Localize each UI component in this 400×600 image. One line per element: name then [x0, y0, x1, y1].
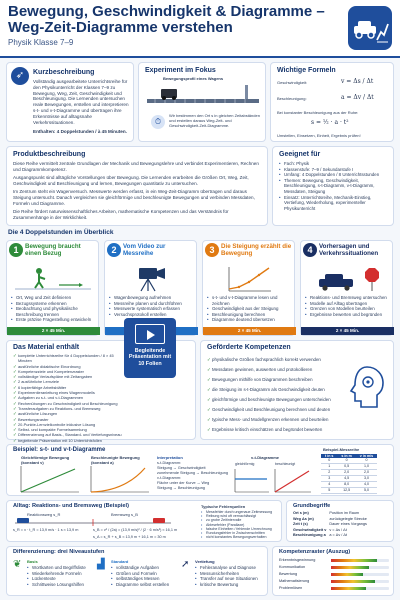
step-item: • Ergebnisse bewerten und begründen: [305, 312, 391, 318]
level-item: • Messunsicherheiten: [195, 571, 265, 577]
experiment-label: Bewegungsprofil eines Wagens: [163, 76, 224, 81]
chart-linear: [15, 465, 81, 495]
leaf-icon: ❦: [13, 559, 22, 570]
raster-bar-track: [331, 573, 389, 576]
rocket-icon: ➚: [181, 559, 190, 570]
table-header-cell: s in m: [337, 454, 355, 458]
alltag-heading: Alltag: Reaktions- und Bremsweg (Beispiel): [13, 503, 129, 509]
level-item: • Diagramme selbst erstellen: [111, 582, 177, 588]
material-item: ✓ Differenzierung auf Basis-, Standard- und Vertiefungsniveau: [13, 432, 127, 437]
step-number: 1: [9, 243, 23, 257]
kompetenz-item: ✓ Bewegungen mithilfe von Diagrammen beschreiben: [207, 375, 347, 385]
level-standard: [97, 559, 177, 595]
raster-label: Mathematisierung: [279, 579, 310, 583]
formel-v: v = Δs / Δt: [341, 78, 374, 85]
level-item: • Wortkarten und Begriffsliste: [27, 565, 93, 571]
chart3-rising-line: [275, 471, 309, 492]
head-gears-icon: [347, 363, 387, 413]
raster-label: Problemlösen: [279, 586, 303, 590]
kompetenzen-card: [200, 340, 394, 440]
table-cell: 1,0: [356, 464, 377, 470]
chart3-title: v-t-Diagramme: [251, 455, 280, 460]
kompetenzraster-heading: Kompetenzraster (Auszug): [279, 549, 351, 555]
table-cell: 2: [321, 470, 337, 476]
chart-vt: [233, 467, 313, 495]
table-cell: Zeit t (s): [293, 522, 308, 527]
page-title: Bewegung, Geschwindigkeit & Diagramme – Weg-Zeit-Diagramme verstehen: [8, 3, 325, 36]
step-item: • Beschleunigung berechnen: [207, 312, 293, 318]
level-item: • Fehleranalyse und Diagnose: [195, 565, 265, 571]
produkt-card: [6, 146, 268, 226]
step-duration: 2 × 45 Min.: [301, 327, 394, 335]
step-item: • Erste präzise Fragestellung entwickeln: [11, 317, 97, 323]
table-cell: 8,0: [337, 482, 355, 488]
table-cell: 0,5: [337, 464, 355, 470]
geeignet-item: • Einsatz: Unterrichtsreihe, Mechanik-Einstieg, Vertiefung, Wiederholung, experimenteller Physikunterricht: [279, 195, 391, 212]
formeln-footer: Umstellen, Einsetzen, Einheit, Ergebnis prüfen!: [277, 133, 361, 138]
raster-bar-track: [331, 587, 389, 590]
raster-bar-fill: [331, 580, 375, 583]
table-cell: 5,0: [356, 488, 377, 494]
level-item: • selbständiges Messen: [111, 576, 177, 582]
formel-c-label: Bei konstanter Beschleunigung aus der Ruhe:: [277, 110, 359, 115]
experiment-card: [138, 62, 266, 142]
chart3-b-label: beschleunigt: [275, 462, 296, 466]
step-item: • s-t- und v-t-Diagramme lesen und zeichnen: [207, 295, 293, 306]
table-cell: 0: [337, 458, 355, 464]
kompetenz-item: ✓ physikalische Größen fachsprachlich korrekt verwenden: [207, 355, 347, 365]
material-item: ✓ ausführliche didaktische Einordnung: [13, 364, 127, 369]
fehler-item: • Messfehler durch ungenaue Zeitmessung: [201, 510, 279, 514]
step-item: • Geschwindigkeit aus der Steigung: [207, 306, 293, 312]
formel-c: s = ½ · a · t²: [311, 119, 349, 126]
table-cell: a = Δv / Δt: [329, 533, 347, 538]
step-item: • Messwerte systematisch erfassen: [109, 306, 195, 312]
material-item: ✓ 20-Punkte-Lernzielkontrolle inklusive Lösung: [13, 422, 127, 427]
step-number: 2: [107, 243, 121, 257]
person-walking-icon: [11, 265, 96, 293]
material-item: ✓ Transferaufgaben zu Reaktions- und Bremsweg: [13, 406, 127, 411]
kompetenz-item: ✓ die Steigung im s-t-Diagramm als Geschwindigkeit deuten: [207, 385, 347, 395]
formeln-heading: Wichtige Formeln: [277, 67, 336, 74]
presentation-badge: [124, 318, 176, 378]
step-item: • Modelle auf Alltag übertragen: [305, 301, 391, 307]
table-cell: 4: [321, 482, 337, 488]
interp-item: v-t-Diagramm:: [157, 476, 182, 480]
table-cell: 4,0: [356, 482, 377, 488]
experiment-heading: Experiment im Fokus: [145, 67, 216, 74]
material-item: ✓ Bewertungsraster: [13, 417, 127, 422]
table-heading: Beispiel-Messreihe: [323, 447, 360, 452]
grundbegriffe-heading: Grundbegriffe: [293, 503, 331, 509]
step-number: 4: [303, 243, 317, 257]
car-stop-sign-icon: [305, 265, 390, 293]
kompetenz-item: ✓ typische Mess- und Modellgrenzen erkennen und beurteilen: [207, 415, 347, 425]
kompetenz-item: ✓ gleichförmige und beschleunigte Bewegungen unterscheiden: [207, 395, 347, 405]
brems-label: Bremsweg s_B: [111, 512, 138, 517]
step-item: • Grenzen von Modellen beurteilen: [305, 306, 391, 312]
geeignet-item: • Umfang: 4 Doppelstunden / 8 Unterrichtsstunden: [279, 172, 391, 178]
reaktion-label: Reaktionsweg s_R: [27, 512, 61, 517]
kompetenz-item: ✓ Messdaten gewinnen, auswerten und protokollieren: [207, 365, 347, 375]
header: [0, 0, 400, 58]
material-heading: Das Material enthält: [13, 344, 80, 351]
material-item: ✓ Experimentieranleitung eines Wagenmodells: [13, 390, 127, 395]
table-cell: Weg Δs (m): [293, 516, 314, 521]
table-header-cell: t in s: [321, 454, 337, 458]
fehler-item: • falsche Einheiten / fehlende Umrechnung: [201, 527, 279, 531]
kompetenzraster-card: [272, 546, 394, 596]
step-title: Die Steigung erzählt die Bewegung: [221, 243, 292, 257]
geeignet-item: • Fach: Physik: [279, 161, 391, 167]
formel-v-label: Geschwindigkeit:: [277, 80, 308, 85]
level-item: • Transfer auf neue Situationen: [195, 576, 265, 582]
raster-bar-fill: [331, 587, 366, 590]
camera-tripod-icon: [109, 265, 194, 293]
grundbegriffe-table: [293, 511, 370, 539]
chart1-title: Gleichförmige Bewegung (konstant v): [21, 455, 70, 465]
step-card-3: [202, 240, 295, 336]
timer-icon: ⏱: [151, 115, 165, 129]
step-title: Vorhersagen und Verkehrssituationen: [319, 243, 379, 257]
material-item: ✓ komplette Unterrichtsreihe für 4 Doppelstunden / 8 × 45 Minuten: [13, 353, 127, 364]
fehler-item: • zu grobe Zeitintervalle: [201, 518, 279, 522]
table-row: [321, 488, 377, 494]
kompetenzen-heading: Geförderte Kompetenzen: [207, 344, 291, 351]
grundbegriffe-card: [286, 500, 394, 542]
chart2-curve: [91, 468, 145, 492]
presentation-label: Begleitende Präsentation mit 10 Folien: [128, 348, 172, 367]
table-cell: zurückgelegte Strecke: [329, 516, 367, 521]
interp-item: Fläche unter der Kurve → Weg: [157, 481, 210, 485]
kurzbeschreibung-heading: Kurzbeschreibung: [33, 69, 95, 76]
table-cell: 1: [321, 464, 337, 470]
table-cell: 12,5: [337, 488, 355, 494]
level-item: • Größen und Formeln: [111, 571, 177, 577]
level-item: • kritische Bewertung: [195, 582, 265, 588]
table-row: [293, 533, 370, 539]
chart3-a-label: gleichförmig: [235, 462, 255, 466]
interp-item: zunehmende Steigung → Beschleunigung: [157, 471, 228, 475]
step-item: • Messreihe planen und durchführen: [109, 301, 195, 307]
material-item: ✓ 2 ausführliche Lernziele: [13, 379, 127, 384]
material-item: ✓ Aufgaben zu s-t- und v-t-Diagrammen: [13, 395, 127, 400]
step-title: Vom Video zur Messreihe: [123, 243, 166, 257]
table-cell: 0: [321, 458, 337, 464]
raster-bar-fill: [331, 559, 377, 562]
produkt-p4: Die Reihe fördert naturwissenschaftliches Arbeiten, mathematische Kompetenzen und das Verständnis für Zusammenhänge in der Wirklichkeit.: [13, 209, 229, 220]
level-basis: [13, 559, 93, 595]
fehler-item: • Ablesefehler (Parallaxe): [201, 523, 279, 527]
interp-item: Steigung → Geschwindigkeit: [157, 466, 206, 470]
step-item: • Versuchsprotokoll erstellen: [109, 312, 195, 318]
geeignet-item: • Themen: Bewegung, Geschwindigkeit, Beschleunigung, s-t-Diagramm, v-t-Diagramm, Messdaten, Steigung: [279, 178, 391, 195]
table-cell: 5: [321, 488, 337, 494]
table-cell: v = Δs / Δt: [329, 527, 347, 532]
produkt-heading: Produktbeschreibung: [13, 151, 86, 158]
kurzbeschreibung-text: Vollständig ausgearbeitete Unterrichtsreihe für den Physikunterricht der Klassen 7–9 zu Bewegung, Weg, Zeit, Geschwindigkeit und Beschleunigung. Die Lernenden untersuchen reale Bewegungen, erstellen und interpretieren s-t- und v-t-Diagramme und übertragen ihre Erkenntnisse auf alltagsnahe Verkehrssituationen.: [33, 79, 129, 125]
material-item: ✓ Selbst- und kompakte Formelsammlung: [13, 427, 127, 432]
step-item: • Reaktions- und Bremsweg untersuchen: [305, 295, 391, 301]
kompetenz-item: ✓ Ergebnisse kritisch einschätzen und begründet bewerten: [207, 425, 347, 435]
material-item: ✓ 6 kopierfähige Arbeitsblätter: [13, 385, 127, 390]
step-number: 3: [205, 243, 219, 257]
messreihe-table: [321, 454, 377, 494]
level-item: • vollständige Aufgaben: [111, 565, 177, 571]
table-cell: 2,0: [337, 470, 355, 476]
level-name: Vertiefung: [195, 559, 215, 564]
table-header-cell: v in m/s: [356, 454, 377, 458]
table-cell: Dauer eines Vorgangs: [329, 522, 367, 527]
alltag-card: [6, 500, 282, 542]
step-title: Bewegung braucht einen Bezug: [25, 243, 81, 257]
raster-bar-fill: [331, 573, 363, 576]
step-card-4: [300, 240, 393, 336]
step-item: • Wagenbewegung aufnehmen: [109, 295, 195, 301]
table-cell: 3: [321, 476, 337, 482]
table-row: [293, 522, 370, 528]
kurzbeschreibung-card: [6, 62, 134, 142]
table-row: [293, 511, 370, 517]
kurzbeschreibung-note: Enthalten: 4 Doppelstunden / à 45 Minuten.: [33, 129, 127, 134]
step-card-1: [6, 240, 99, 336]
step-item: • Beobachtung und physikalische Beschreibung trennen: [11, 306, 97, 317]
material-item: ✓ vollständige Verlaufspläne mit Zeitangaben: [13, 374, 127, 379]
level-name: Basis: [27, 559, 38, 564]
produkt-p2: Ausgangspunkt sind alltägliche Vorstellungen über Bewegung. Die Lernenden erarbeiten die Größen Ort, Weg, Zeit, Geschwindigkeit und Beschleunigung und lernen, Bewegungen quantitativ zu untersuchen.: [13, 175, 249, 186]
level-vertiefung: [181, 559, 265, 595]
step-duration: 2 × 45 Min.: [203, 327, 296, 335]
material-item: ✓ Kompetenzziele und Kompetenzraster: [13, 369, 127, 374]
car-chart-logo-icon: [348, 6, 392, 50]
formel-a-label: Beschleunigung:: [277, 96, 307, 101]
beispiel-heading: Beispiel: s-t- und v-t-Diagramme: [13, 447, 106, 453]
table-cell: Geschwindigkeit v: [293, 527, 327, 532]
table-cell: 4,5: [337, 476, 355, 482]
level-item: • Lückentexte: [27, 576, 93, 582]
raster-bar-track: [331, 580, 389, 583]
beispiel-card: [6, 444, 394, 496]
step-item: • Bezugssysteme erkennen: [11, 301, 97, 307]
road-illustration: [13, 517, 173, 527]
fehler-heading: Typische Fehlerquellen: [201, 504, 246, 509]
interp-heading: Interpretation: [157, 455, 183, 460]
material-item: ✓ ausführliche Lösungen: [13, 411, 127, 416]
table-cell: Ort s (m): [293, 511, 309, 515]
chart1-line: [21, 469, 75, 492]
material-item: ✓ Rechenübungen zu Geschwindigkeit und Beschleunigung: [13, 401, 127, 406]
table-cell: 3,0: [356, 476, 377, 482]
table-cell: Position im Raum: [329, 511, 360, 515]
rising-graph-icon: [207, 265, 292, 293]
interp-item: s-t-Diagramm:: [157, 461, 182, 465]
step-duration: 2 × 45 Min.: [7, 327, 100, 335]
produkt-p1: Diese Reihe vermittelt zentrale Grundlagen der Mechanik und Bewegungslehre und verbindet Experimentieren, Rechnen und Diagrammkompetenz.: [13, 161, 259, 172]
geeignet-heading: Geeignet für: [279, 151, 321, 158]
rocket-icon: ➶: [11, 67, 29, 85]
fehler-item: • Rundungsfehler in Zwischenschritten: [201, 531, 279, 535]
level-name: Standard: [111, 559, 129, 564]
experiment-text: Wir bestimmen den Ort s in gleichen Zeitabständen und erstellen daraus Weg-Zeit- und Geschwindigkeit-Zeit-Diagramme.: [169, 113, 260, 128]
chart2-title: Beschleunigte Bewegung (konstant a): [91, 455, 140, 465]
presentation-screen-icon: [135, 324, 165, 344]
formel-a: a = Δv / Δt: [341, 94, 374, 101]
level-item: • Wiederkehrende Formeln: [27, 571, 93, 577]
stairs-icon: ▟: [97, 559, 105, 570]
raster-bar-fill: [331, 566, 369, 569]
raster-label: Bewertung: [279, 572, 298, 576]
differenzierung-card: [6, 546, 268, 596]
geeignet-card: [272, 146, 394, 226]
fehler-item: • Reibung wird oft vernachlässigt: [201, 514, 279, 518]
page-subtitle: Physik Klasse 7–9: [8, 38, 74, 47]
raster-label: Erkenntnisgewinnung: [279, 558, 316, 562]
alltag-eq3: s_A = s_R + s_B ≈ 13,9 m + 16,1 m = 30 m: [93, 535, 166, 539]
kompetenz-item: ✓ Geschwindigkeit und Beschleunigung berechnen und deuten: [207, 405, 347, 415]
raster-label: Kommunikation: [279, 565, 306, 569]
fehler-item: • nicht konstantes Bewegungsverhalten: [201, 535, 279, 539]
alltag-eq1: s_R = v · t_R = 13,9 m/s · 1 s ≈ 13,9 m: [13, 528, 79, 532]
step-item: • Ort, Weg und Zeit definieren: [11, 295, 97, 301]
differenzierung-heading: Differenzierung: drei Niveaustufen: [13, 549, 105, 555]
material-item: ✓ begleitende Präsentation mit 10 Unterrichtsfolien: [13, 438, 127, 443]
step-item: • Diagramme deutend übersetzen: [207, 317, 293, 323]
cart-track-illustration: [145, 83, 261, 109]
table-cell: 2,0: [356, 470, 377, 476]
steps-heading: Die 4 Doppelstunden im Überblick: [8, 229, 114, 236]
level-item: • Schrittweise Lösungshilfen: [27, 582, 93, 588]
table-cell: Beschleunigung a: [293, 533, 326, 538]
interp-item: Steigung → Beschleunigung: [157, 486, 205, 490]
raster-bar-track: [331, 559, 389, 562]
chart-quadratic: [85, 465, 151, 495]
formeln-card: [270, 62, 394, 142]
alltag-eq2: s_B = v² / (2a) = (13,9 m/s)² / (2 · 6 m/s²) ≈ 16,1 m: [93, 528, 178, 532]
geeignet-item: • Klassenstufe: 7–9 / Sekundarstufe I: [279, 167, 391, 173]
table-cell: 0: [356, 458, 377, 464]
produkt-p3: Im Zentrum steht ein Wagenversuch. Messwerte werden erfasst, in ein Weg-Zeit-Diagramm übertragen und daraus Steigung untersucht. Danach vergleichen sie gleichförmige und beschleunigte Bewegungen und verbinden Messdaten, Formeln und Diagramme.: [13, 189, 255, 206]
raster-bar-track: [331, 566, 389, 569]
